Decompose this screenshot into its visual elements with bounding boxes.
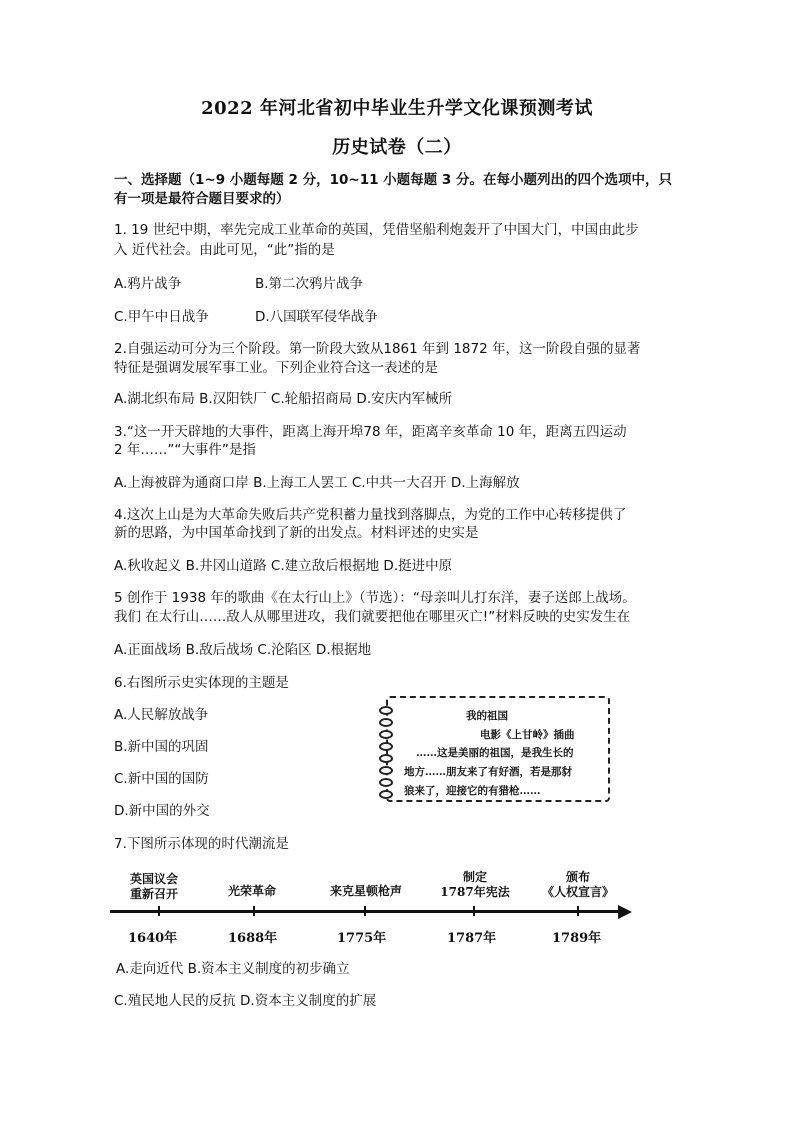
timeline-year-3: 1775年	[337, 931, 387, 946]
section-heading-line1: 一、选择题（1~9 小题每题 2 分，10~11 小题每题 3 分。在每小题列出的四个选项中，只	[114, 172, 672, 188]
question-7-stem: 7.下图所示体现的时代潮流是	[114, 836, 289, 852]
timeline-event-4-bottom: 1787年宪法	[440, 885, 510, 899]
question-7-options-line2: C.殖民地人民的反抗 D.资本主义制度的扩展	[114, 993, 377, 1009]
question-2-line1: 2.自强运动可分为三个阶段。第一阶段大致从1861 年到 1872 年，这一阶段自强的显著	[114, 341, 641, 357]
song-title: 我的祖国	[466, 710, 508, 722]
question-6-option-d: D.新中国的外交	[114, 803, 210, 819]
timeline-year-2: 1688年	[228, 931, 278, 946]
song-lyric-line2: 地方……朋友来了有好酒，若是那豺	[404, 766, 572, 778]
timeline-event-2-bottom: 光荣革命	[227, 884, 276, 898]
timeline-event-5-bottom: 《人权宣言》	[541, 885, 614, 899]
timeline-year-1: 1640年	[128, 931, 178, 946]
question-7-options-line1: A.走向近代 B.资本主义制度的初步确立	[116, 961, 350, 977]
question-6-option-c: C.新中国的国防	[114, 771, 209, 787]
question-4-line2: 新的思路，为中国革命找到了新的出发点。材料评述的史实是	[114, 525, 479, 541]
question-4-line1: 4.这次上山是为大革命失败后共产党积蓄力量找到落脚点，为党的工作中心转移提供了	[114, 507, 627, 523]
timeline-tick	[253, 906, 255, 916]
timeline-event-4-top: 制定	[462, 870, 487, 884]
question-3-line1: 3.“这一开天辟地的大事件，距离上海开埠78 年，距离辛亥革命 10 年，距离五四运动	[114, 424, 627, 440]
binder-ring-icon	[379, 730, 393, 739]
binder-ring-icon	[379, 706, 393, 715]
question-1-option-c: C.甲午中日战争	[114, 309, 209, 325]
question-1-option-d: D.八国联军侵华战争	[255, 309, 378, 325]
question-2-options: A.湖北织布局 B.汉阳铁厂 C.轮船招商局 D.安庆内军械所	[114, 391, 453, 407]
timeline-event-3-bottom: 来克星顿枪声	[329, 884, 402, 898]
binder-ring-icon	[379, 766, 393, 775]
binder-ring-icon	[379, 778, 393, 787]
song-lyric-line1: ……这是美丽的祖国，是我生长的	[416, 747, 574, 759]
timeline-event-1-bottom: 重新召开	[129, 887, 178, 901]
question-1-option-b: B.第二次鸦片战争	[255, 276, 364, 292]
question-6-option-b: B.新中国的巩固	[114, 739, 209, 755]
question-3-options: A.上海被辟为通商口岸 B.上海工人罢工 C.中共一大召开 D.上海解放	[114, 475, 520, 491]
question-1-line1: 1. 19 世纪中期，率先完成工业革命的英国，凭借坚船利炮轰开了中国大门，中国由此步	[114, 222, 639, 238]
exam-subtitle: 历史试卷（二）	[332, 137, 462, 158]
song-lyric-line3: 狼来了，迎接它的有猎枪……	[404, 785, 541, 797]
timeline-year-5: 1789年	[552, 931, 602, 946]
timeline-tick	[158, 906, 160, 916]
song-subtitle: 电影《上甘岭》插曲	[480, 729, 575, 741]
question-5-options: A.正面战场 B.敌后战场 C.沦陷区 D.根据地	[114, 642, 372, 658]
binder-ring-icon	[379, 742, 393, 751]
question-1-line2: 入 近代社会。由此可见，“此”指的是	[114, 242, 335, 258]
song-lyrics-card	[386, 696, 610, 802]
question-5-line2: 我们 在太行山……敌人从哪里进攻，我们就要把他在哪里灭亡!”材料反映的史实发生在	[114, 609, 631, 625]
arrow-right-icon	[618, 905, 632, 919]
question-6-stem: 6.右图所示史实体现的主题是	[114, 675, 289, 691]
question-1-option-a: A.鸦片战争	[114, 276, 182, 292]
binder-ring-icon	[379, 718, 393, 727]
timeline-event-5-top: 颁布	[565, 870, 590, 884]
question-4-options: A.秋收起义 B.井冈山道路 C.建立敌后根据地 D.挺进中原	[114, 558, 453, 574]
binder-ring-icon	[379, 754, 393, 763]
binder-ring-icon	[379, 790, 393, 799]
question-5-line1: 5 创作于 1938 年的歌曲《在太行山上》（节选）：“母亲叫儿打东洋，妻子送郎上战场。	[114, 590, 636, 606]
timeline-event-1-top: 英国议会	[129, 872, 178, 886]
timeline-tick	[577, 906, 579, 916]
timeline-tick	[473, 906, 475, 916]
question-2-line2: 特征是强调发展军事工业。下列企业符合这一表述的是	[114, 360, 438, 376]
question-3-line2: 2 年……”“大事件”是指	[114, 442, 256, 458]
section-heading-line2: 有一项是最符合题目要求的）	[114, 191, 290, 207]
timeline-year-4: 1787年	[447, 931, 497, 946]
exam-title: 2022 年河北省初中毕业生升学文化课预测考试	[201, 98, 593, 119]
timeline-tick	[364, 906, 366, 916]
question-6-option-a: A.人民解放战争	[114, 707, 209, 723]
